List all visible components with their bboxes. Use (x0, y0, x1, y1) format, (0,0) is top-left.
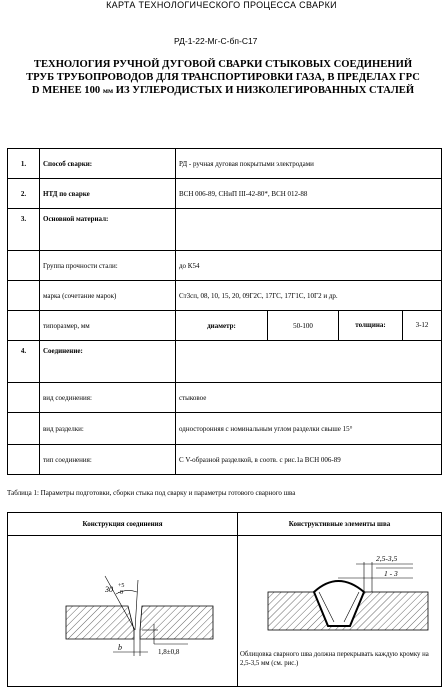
row-joint-kind (8, 383, 442, 413)
title-line-3-start: D МЕНЕЕ 100 (31, 85, 101, 96)
document-code: РД-1-22-Мг-С-бп-С17 (174, 36, 258, 46)
row-base-material (8, 209, 442, 251)
row-value (176, 341, 442, 383)
table1-caption: Таблица 1: Параметры подготовки, сборки стыка под сварку и параметры готового сварного шва (7, 489, 296, 497)
row-welding-method (8, 149, 442, 179)
thickness-label: толщина: (339, 311, 403, 340)
joint-construction-cell (8, 536, 238, 687)
joint-construction-header: Конструкция соединения (8, 513, 238, 536)
row-joint-type (8, 445, 442, 475)
row-value (176, 209, 442, 251)
title-unit: мм (102, 86, 114, 95)
row-value: ВСН 006-89, СНиП III-42-80*, ВСН 012-88 (176, 179, 442, 209)
row-standards (8, 179, 442, 209)
row-joint (8, 341, 442, 383)
row-groove-prep (8, 413, 442, 445)
overlap-label: 2,5-3,5 (376, 554, 398, 563)
title-line-3 (8, 84, 438, 97)
row-value: односторонняя с номинальным углом разделки свыше 15° (176, 413, 442, 445)
row-size (8, 311, 442, 341)
reinforcement-label: 1 - 3 (384, 569, 398, 578)
card-title: КАРТА ТЕХНОЛОГИЧЕСКОГО ПРОЦЕССА СВАРКИ (106, 0, 337, 10)
gap-label: b (118, 643, 122, 652)
row-label: вид соединения: (40, 383, 176, 413)
row-label: типоразмер, мм (40, 311, 176, 341)
bevel-angle-lower-tol: -0 (118, 590, 123, 596)
bevel-angle-label: 30 (105, 585, 113, 594)
thickness-value: 3-12 (415, 321, 429, 329)
root-face-label: 1,8±0,8 (158, 648, 180, 656)
row-label: НТД по сварке (40, 179, 176, 209)
row-steel-grade (8, 281, 442, 311)
row-value: РД - ручная дуговая покрытыми электродами (176, 149, 442, 179)
row-number: 4. (8, 341, 40, 383)
diameter-label: диаметр: (176, 311, 268, 341)
row-value: стыковое (176, 383, 442, 413)
row-number: 2. (8, 179, 40, 209)
row-value: до К54 (176, 251, 442, 281)
row-label: Способ сварки: (40, 149, 176, 179)
overlap-note: Облицовка сварного шва должна перекрывать каждую кромку на 2,5-3,5 мм (см. рис.) (240, 651, 429, 667)
row-label: Группа прочности стали: (40, 251, 176, 281)
row-label: тип соединения: (40, 445, 176, 475)
diameter-value: 50-100 (268, 311, 339, 341)
row-label: марка (сочетание марок) (40, 281, 176, 311)
thickness-cell (339, 311, 442, 341)
row-steel-group (8, 251, 442, 281)
row-number: 3. (8, 209, 40, 251)
row-value: Ст3сп, 08, 10, 15, 20, 09Г2С, 17ГС, 17Г1С, 10Г2 и др. (176, 281, 442, 311)
construction-table (7, 512, 442, 687)
title-line-3-end: ИЗ УГЛЕРОДИСТЫХ И НИЗКОЛЕГИРОВАННЫХ СТАЛЕЙ (115, 85, 415, 96)
row-number: 1. (8, 149, 40, 179)
bevel-angle-upper-tol: +5 (118, 583, 125, 589)
title-line-1: ТЕХНОЛОГИЯ РУЧНОЙ ДУГОВОЙ СВАРКИ СТЫКОВЫХ СОЕДИНЕНИЙ (33, 59, 413, 70)
weld-elements-header: Конструктивные элементы шва (238, 513, 442, 536)
title-line-2: ТРУБ ТРУБОПРОВОДОВ ДЛЯ ТРАНСПОРТИРОВКИ ГАЗА, В ПРЕДЕЛАХ ГРС (26, 72, 420, 83)
document-title (8, 58, 438, 97)
row-label: вид разделки: (40, 413, 176, 445)
row-value: С V-образной разделкой, в соотв. с рис.1а ВСН 006-89 (176, 445, 442, 475)
joint-construction-drawing (8, 536, 238, 684)
weld-elements-cell (238, 536, 442, 687)
weld-elements-drawing (238, 536, 442, 646)
row-label: Соединение: (40, 341, 176, 383)
row-label: Основной материал: (40, 209, 176, 251)
parameters-table (7, 148, 442, 475)
